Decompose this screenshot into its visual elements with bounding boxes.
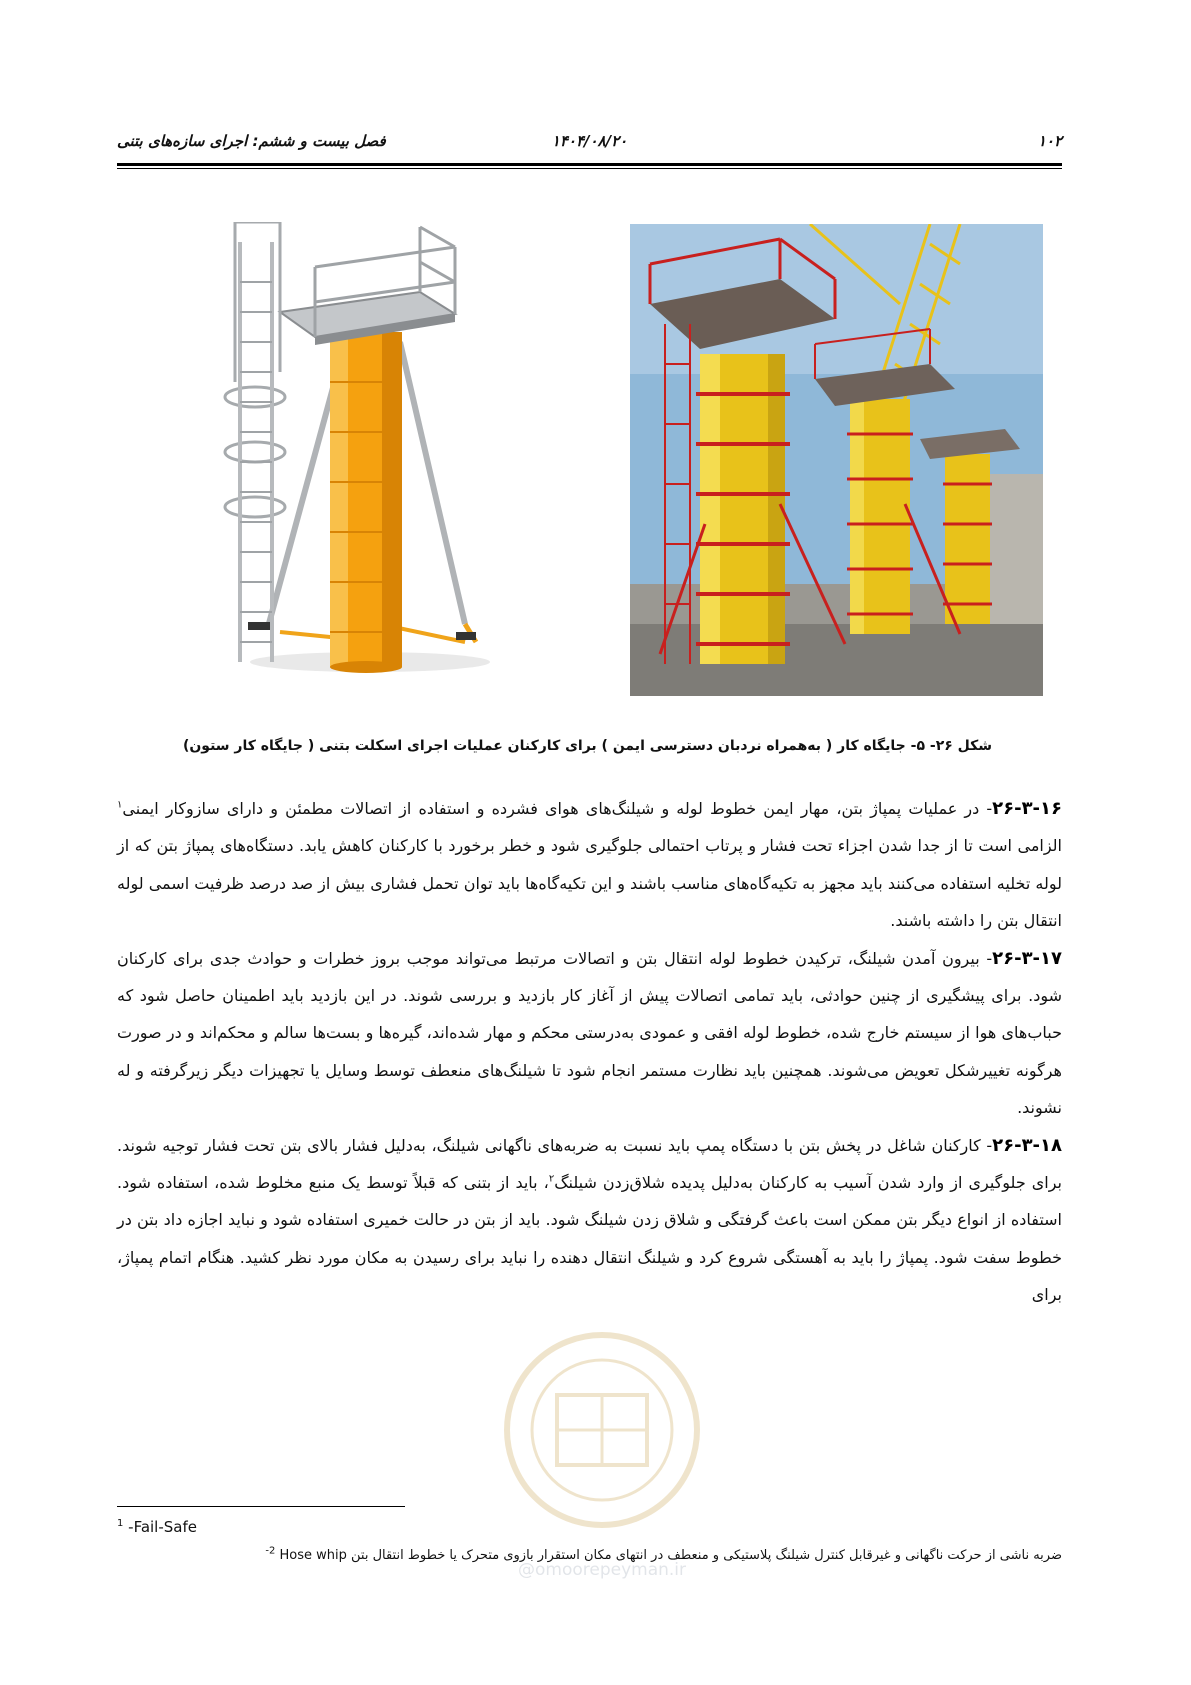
paragraph-text: الزامی است تا از جدا شدن اجزاء تحت فشار و پرتاب احتمالی جلوگیری شود و خطر برخورد با کارکنان کاهش یابد. دستگاه‌های پمپاژ بتن که از لوله تخلیه استفاده می‌کنند باید مجهز به تکیه‌گاه‌های مناسب باشند و این تکیه‌گاه‌ها باید توان تحمل فشاری بیش از صد درصد ظرفیت اسمی لوله انتقال بتن را داشته باشند. (117, 836, 1062, 931)
footnote-ref: ۲ (548, 1173, 555, 1185)
paragraph-26-3-17 (117, 940, 1062, 1127)
footnote-text: ضربه ناشی از حرکت ناگهانی و غیرقابل کنترل شیلنگ پلاستیکی و منعطف در انتهای مکان استقرار بازوی متحرک یا خطوط انتقال بتن (351, 1548, 1062, 1563)
footnote-rule (117, 1506, 405, 1507)
paragraph-26-3-16 (117, 790, 1062, 940)
footnote-text: -Fail-Safe (128, 1518, 197, 1536)
chapter-title: فصل بیست و ششم: اجرای سازه‌های بتنی (117, 132, 386, 150)
paragraph-text: - بیرون آمدن شیلنگ، ترکیدن خطوط لوله انتقال بتن و اتصالات مرتبط می‌تواند موجب بروز خطرات و حوادث جدی برای کارکنان شود. برای پیشگیری از چنین حوادثی، باید تمامی اتصالات پیش از آغاز کار بازدید و بررسی شوند. در این بازدید باید اطمینان حاصل شود که حباب‌های هوا از سیستم خارج شده، خطوط لوله افقی و عمودی به‌درستی محکم و مهار شده‌اند، گیره‌ها و بست‌ها سالم و محکم‌اند و در صورت هرگونه تغییرشکل تعویض می‌شوند. همچنین باید نظارت مستمر انجام شود تا شیلنگ‌های منعطف توسط وسایل یا تجهیزات دیگر زیرگرفته و له نشوند. (117, 948, 1062, 1118)
footnote-marker: 1 (117, 1518, 124, 1529)
header-rule-thin (117, 168, 1062, 169)
footnote-marker: 2- (265, 1545, 276, 1557)
section-number: ۲۶-۳-۱۷ (992, 947, 1062, 969)
footnote-1 (117, 1518, 197, 1536)
footnote-term: Hose whip (279, 1548, 347, 1563)
watermark-logo (495, 1300, 710, 1590)
header-rule-thick (117, 163, 1062, 166)
footnote-2 (117, 1545, 1062, 1563)
paragraph-text: - کارکنان شاغل در پخش بتن با دستگاه پمپ باید نسبت به ضربه‌های ناگهانی شیلنگ، به‌دلیل فشار بالای بتن تحت فشار توجیه شوند. برای جلوگیری از وارد شدن آسیب به کارکنان به‌دلیل پدیده شلاق‌زدن شیلنگ (117, 1135, 1062, 1193)
paragraph-26-3-18 (117, 1127, 1062, 1314)
watermark-text: @omoorepeyman.ir (517, 1560, 687, 1580)
section-number: ۲۶-۳-۱۸ (992, 1134, 1062, 1156)
column-formwork-site-photo (630, 224, 1043, 696)
footnote-ref: ۱ (117, 799, 123, 811)
section-number: ۲۶-۳-۱۶ (992, 798, 1062, 819)
body-text (117, 790, 1062, 1314)
paragraph-text: ، باید از بتنی که قبلاً توسط یک منبع مخلوط شده، استفاده شود. استفاده از انواع دیگر بتن ممکن است باعث گرفتگی و شلاق زدن شیلنگ شود. باید از بتن در حالت خمیری استفاده شود و نباید اجازه داد بتن در خطوط سفت شود. پمپاژ را باید به آهستگی شروع کرد و شیلنگ انتقال دهنده را نباید برای رسیدن به مکان مورد نظر کشید. هنگام اتمام پمپاژ، برای (117, 1173, 1062, 1305)
page-number: ۱۰۲ (1037, 132, 1062, 150)
page-header (117, 132, 1062, 154)
paragraph-text: - در عملیات پمپاژ بتن، مهار ایمن خطوط لوله و شیلنگ‌های هوای فشرده و استفاده از اتصالات مطمئن و دارای سازوکار ایمنی (122, 799, 993, 818)
figure-caption: شکل ۲۶- ۵- جایگاه کار ( به‌همراه نردبان دسترسی ایمن ) برای کارکنان عملیات اجرای اسکلت بتنی ( جایگاه کار ستون) (182, 738, 993, 754)
header-date: ۱۴۰۴/۰۸/۲۰ (551, 132, 628, 150)
column-platform-illustration (220, 222, 510, 682)
